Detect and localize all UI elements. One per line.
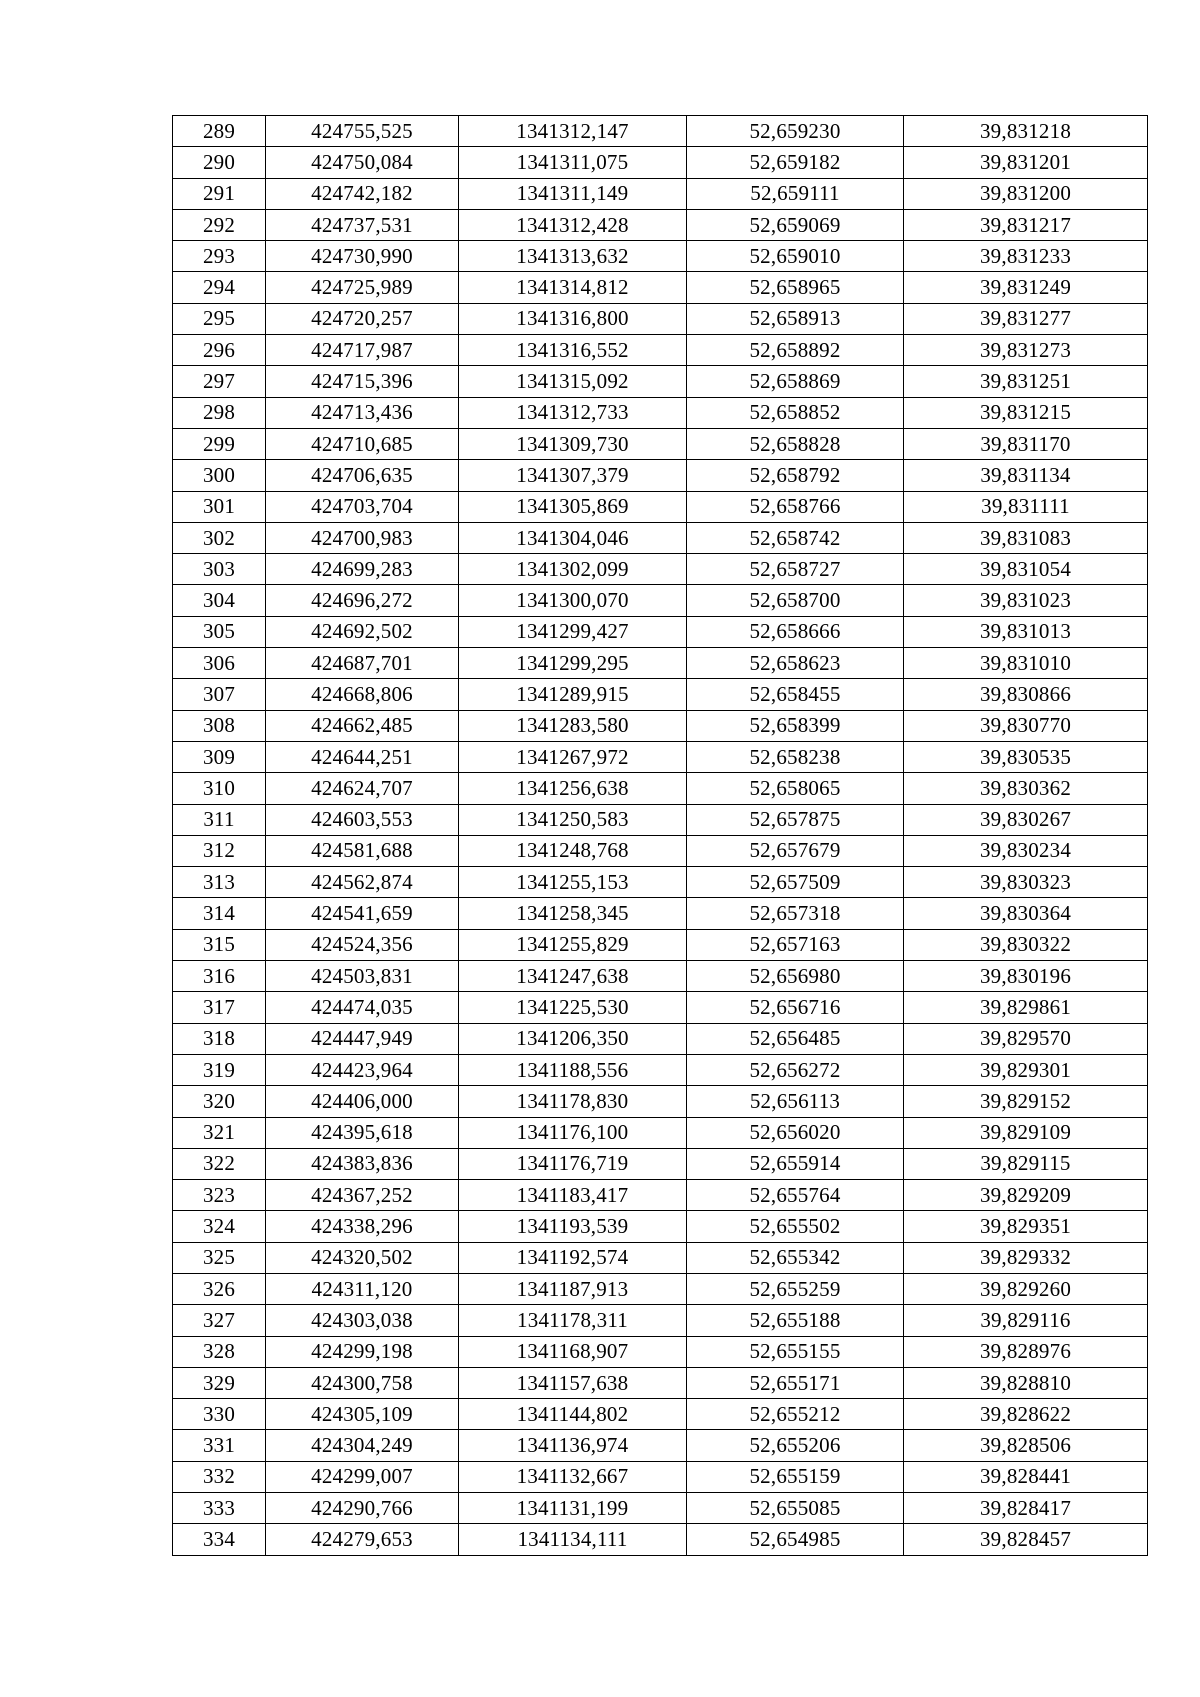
- y-coordinate-cell: 1341307,379: [459, 460, 687, 491]
- table-row: [173, 616, 1148, 647]
- point-number-cell: 302: [173, 522, 266, 553]
- longitude-cell: 39,830770: [904, 710, 1148, 741]
- point-number-cell: 311: [173, 804, 266, 835]
- y-coordinate-cell: 1341299,295: [459, 648, 687, 679]
- longitude-cell: 39,829260: [904, 1273, 1148, 1304]
- longitude-cell: 39,829332: [904, 1242, 1148, 1273]
- y-coordinate-cell: 1341316,800: [459, 303, 687, 334]
- point-number-cell: 289: [173, 116, 266, 147]
- longitude-cell: 39,831134: [904, 460, 1148, 491]
- latitude-cell: 52,658399: [687, 710, 904, 741]
- y-coordinate-cell: 1341188,556: [459, 1054, 687, 1085]
- table-row: [173, 992, 1148, 1023]
- table-row: [173, 366, 1148, 397]
- x-coordinate-cell: 424696,272: [266, 585, 459, 616]
- latitude-cell: 52,656113: [687, 1086, 904, 1117]
- table-row: [173, 1086, 1148, 1117]
- table-row: [173, 522, 1148, 553]
- longitude-cell: 39,828810: [904, 1367, 1148, 1398]
- point-number-cell: 292: [173, 209, 266, 240]
- y-coordinate-cell: 1341255,153: [459, 867, 687, 898]
- longitude-cell: 39,831083: [904, 522, 1148, 553]
- x-coordinate-cell: 424703,704: [266, 491, 459, 522]
- table-row: [173, 1180, 1148, 1211]
- table-row: [173, 272, 1148, 303]
- latitude-cell: 52,657163: [687, 929, 904, 960]
- x-coordinate-cell: 424624,707: [266, 773, 459, 804]
- y-coordinate-cell: 1341178,830: [459, 1086, 687, 1117]
- point-number-cell: 306: [173, 648, 266, 679]
- y-coordinate-cell: 1341304,046: [459, 522, 687, 553]
- x-coordinate-cell: 424755,525: [266, 116, 459, 147]
- point-number-cell: 328: [173, 1336, 266, 1367]
- y-coordinate-cell: 1341144,802: [459, 1399, 687, 1430]
- longitude-cell: 39,830196: [904, 961, 1148, 992]
- y-coordinate-cell: 1341136,974: [459, 1430, 687, 1461]
- latitude-cell: 52,659182: [687, 147, 904, 178]
- point-number-cell: 301: [173, 491, 266, 522]
- table-row: [173, 397, 1148, 428]
- longitude-cell: 39,831215: [904, 397, 1148, 428]
- longitude-cell: 39,830322: [904, 929, 1148, 960]
- point-number-cell: 309: [173, 741, 266, 772]
- x-coordinate-cell: 424447,949: [266, 1023, 459, 1054]
- y-coordinate-cell: 1341283,580: [459, 710, 687, 741]
- x-coordinate-cell: 424395,618: [266, 1117, 459, 1148]
- longitude-cell: 39,830267: [904, 804, 1148, 835]
- x-coordinate-cell: 424700,983: [266, 522, 459, 553]
- x-coordinate-cell: 424367,252: [266, 1180, 459, 1211]
- table-row: [173, 1117, 1148, 1148]
- point-number-cell: 314: [173, 898, 266, 929]
- point-number-cell: 295: [173, 303, 266, 334]
- point-number-cell: 312: [173, 835, 266, 866]
- y-coordinate-cell: 1341248,768: [459, 835, 687, 866]
- latitude-cell: 52,658792: [687, 460, 904, 491]
- longitude-cell: 39,830362: [904, 773, 1148, 804]
- y-coordinate-cell: 1341187,913: [459, 1273, 687, 1304]
- longitude-cell: 39,831233: [904, 241, 1148, 272]
- latitude-cell: 52,658238: [687, 741, 904, 772]
- latitude-cell: 52,658828: [687, 428, 904, 459]
- latitude-cell: 52,658742: [687, 522, 904, 553]
- point-number-cell: 305: [173, 616, 266, 647]
- longitude-cell: 39,831010: [904, 648, 1148, 679]
- latitude-cell: 52,655171: [687, 1367, 904, 1398]
- table-row: [173, 491, 1148, 522]
- latitude-cell: 52,658623: [687, 648, 904, 679]
- x-coordinate-cell: 424603,553: [266, 804, 459, 835]
- point-number-cell: 291: [173, 178, 266, 209]
- x-coordinate-cell: 424644,251: [266, 741, 459, 772]
- x-coordinate-cell: 424750,084: [266, 147, 459, 178]
- y-coordinate-cell: 1341206,350: [459, 1023, 687, 1054]
- latitude-cell: 52,659111: [687, 178, 904, 209]
- longitude-cell: 39,828976: [904, 1336, 1148, 1367]
- y-coordinate-cell: 1341193,539: [459, 1211, 687, 1242]
- x-coordinate-cell: 424725,989: [266, 272, 459, 303]
- latitude-cell: 52,655914: [687, 1148, 904, 1179]
- point-number-cell: 296: [173, 335, 266, 366]
- longitude-cell: 39,831217: [904, 209, 1148, 240]
- latitude-cell: 52,658727: [687, 554, 904, 585]
- longitude-cell: 39,831111: [904, 491, 1148, 522]
- table-row: [173, 1367, 1148, 1398]
- longitude-cell: 39,830535: [904, 741, 1148, 772]
- longitude-cell: 39,828506: [904, 1430, 1148, 1461]
- longitude-cell: 39,830866: [904, 679, 1148, 710]
- table-row: [173, 585, 1148, 616]
- y-coordinate-cell: 1341255,829: [459, 929, 687, 960]
- x-coordinate-cell: 424338,296: [266, 1211, 459, 1242]
- point-number-cell: 313: [173, 867, 266, 898]
- longitude-cell: 39,831200: [904, 178, 1148, 209]
- x-coordinate-cell: 424668,806: [266, 679, 459, 710]
- latitude-cell: 52,655188: [687, 1305, 904, 1336]
- table-row: [173, 773, 1148, 804]
- y-coordinate-cell: 1341313,632: [459, 241, 687, 272]
- x-coordinate-cell: 424279,653: [266, 1524, 459, 1555]
- longitude-cell: 39,831273: [904, 335, 1148, 366]
- table-row: [173, 1430, 1148, 1461]
- latitude-cell: 52,658892: [687, 335, 904, 366]
- x-coordinate-cell: 424423,964: [266, 1054, 459, 1085]
- table-row: [173, 741, 1148, 772]
- table-row: [173, 804, 1148, 835]
- y-coordinate-cell: 1341312,147: [459, 116, 687, 147]
- point-number-cell: 310: [173, 773, 266, 804]
- table-row: [173, 428, 1148, 459]
- latitude-cell: 52,655212: [687, 1399, 904, 1430]
- latitude-cell: 52,656485: [687, 1023, 904, 1054]
- latitude-cell: 52,657318: [687, 898, 904, 929]
- x-coordinate-cell: 424730,990: [266, 241, 459, 272]
- longitude-cell: 39,828441: [904, 1461, 1148, 1492]
- x-coordinate-cell: 424299,007: [266, 1461, 459, 1492]
- y-coordinate-cell: 1341311,075: [459, 147, 687, 178]
- latitude-cell: 52,659230: [687, 116, 904, 147]
- point-number-cell: 325: [173, 1242, 266, 1273]
- y-coordinate-cell: 1341302,099: [459, 554, 687, 585]
- latitude-cell: 52,655259: [687, 1273, 904, 1304]
- latitude-cell: 52,658913: [687, 303, 904, 334]
- x-coordinate-cell: 424300,758: [266, 1367, 459, 1398]
- latitude-cell: 52,659010: [687, 241, 904, 272]
- x-coordinate-cell: 424562,874: [266, 867, 459, 898]
- longitude-cell: 39,829301: [904, 1054, 1148, 1085]
- latitude-cell: 52,657875: [687, 804, 904, 835]
- point-number-cell: 329: [173, 1367, 266, 1398]
- y-coordinate-cell: 1341192,574: [459, 1242, 687, 1273]
- latitude-cell: 52,658700: [687, 585, 904, 616]
- longitude-cell: 39,829209: [904, 1180, 1148, 1211]
- point-number-cell: 326: [173, 1273, 266, 1304]
- table-row: [173, 335, 1148, 366]
- x-coordinate-cell: 424304,249: [266, 1430, 459, 1461]
- table-row: [173, 1211, 1148, 1242]
- y-coordinate-cell: 1341258,345: [459, 898, 687, 929]
- y-coordinate-cell: 1341131,199: [459, 1493, 687, 1524]
- latitude-cell: 52,656272: [687, 1054, 904, 1085]
- longitude-cell: 39,831170: [904, 428, 1148, 459]
- longitude-cell: 39,829109: [904, 1117, 1148, 1148]
- table-row: [173, 1054, 1148, 1085]
- y-coordinate-cell: 1341134,111: [459, 1524, 687, 1555]
- latitude-cell: 52,659069: [687, 209, 904, 240]
- latitude-cell: 52,658852: [687, 397, 904, 428]
- point-number-cell: 318: [173, 1023, 266, 1054]
- latitude-cell: 52,658455: [687, 679, 904, 710]
- point-number-cell: 293: [173, 241, 266, 272]
- longitude-cell: 39,830364: [904, 898, 1148, 929]
- y-coordinate-cell: 1341132,667: [459, 1461, 687, 1492]
- table-row: [173, 554, 1148, 585]
- table-row: [173, 961, 1148, 992]
- latitude-cell: 52,656716: [687, 992, 904, 1023]
- x-coordinate-cell: 424737,531: [266, 209, 459, 240]
- x-coordinate-cell: 424692,502: [266, 616, 459, 647]
- point-number-cell: 297: [173, 366, 266, 397]
- table-row: [173, 209, 1148, 240]
- latitude-cell: 52,654985: [687, 1524, 904, 1555]
- x-coordinate-cell: 424713,436: [266, 397, 459, 428]
- longitude-cell: 39,829115: [904, 1148, 1148, 1179]
- latitude-cell: 52,655764: [687, 1180, 904, 1211]
- longitude-cell: 39,831249: [904, 272, 1148, 303]
- y-coordinate-cell: 1341178,311: [459, 1305, 687, 1336]
- point-number-cell: 316: [173, 961, 266, 992]
- point-number-cell: 323: [173, 1180, 266, 1211]
- longitude-cell: 39,831201: [904, 147, 1148, 178]
- table-row: [173, 116, 1148, 147]
- y-coordinate-cell: 1341309,730: [459, 428, 687, 459]
- table-row: [173, 710, 1148, 741]
- longitude-cell: 39,831251: [904, 366, 1148, 397]
- x-coordinate-cell: 424305,109: [266, 1399, 459, 1430]
- x-coordinate-cell: 424503,831: [266, 961, 459, 992]
- y-coordinate-cell: 1341312,733: [459, 397, 687, 428]
- x-coordinate-cell: 424742,182: [266, 178, 459, 209]
- latitude-cell: 52,656020: [687, 1117, 904, 1148]
- x-coordinate-cell: 424383,836: [266, 1148, 459, 1179]
- y-coordinate-cell: 1341168,907: [459, 1336, 687, 1367]
- point-number-cell: 332: [173, 1461, 266, 1492]
- point-number-cell: 300: [173, 460, 266, 491]
- longitude-cell: 39,831023: [904, 585, 1148, 616]
- point-number-cell: 317: [173, 992, 266, 1023]
- longitude-cell: 39,828457: [904, 1524, 1148, 1555]
- x-coordinate-cell: 424290,766: [266, 1493, 459, 1524]
- point-number-cell: 303: [173, 554, 266, 585]
- coordinates-table: [172, 115, 1148, 1556]
- point-number-cell: 322: [173, 1148, 266, 1179]
- table-row: [173, 1242, 1148, 1273]
- x-coordinate-cell: 424662,485: [266, 710, 459, 741]
- y-coordinate-cell: 1341305,869: [459, 491, 687, 522]
- y-coordinate-cell: 1341157,638: [459, 1367, 687, 1398]
- point-number-cell: 319: [173, 1054, 266, 1085]
- y-coordinate-cell: 1341176,100: [459, 1117, 687, 1148]
- longitude-cell: 39,829351: [904, 1211, 1148, 1242]
- x-coordinate-cell: 424581,688: [266, 835, 459, 866]
- table-row: [173, 147, 1148, 178]
- y-coordinate-cell: 1341316,552: [459, 335, 687, 366]
- y-coordinate-cell: 1341250,583: [459, 804, 687, 835]
- table-row: [173, 867, 1148, 898]
- table-row: [173, 929, 1148, 960]
- y-coordinate-cell: 1341312,428: [459, 209, 687, 240]
- table-row: [173, 1305, 1148, 1336]
- x-coordinate-cell: 424706,635: [266, 460, 459, 491]
- x-coordinate-cell: 424541,659: [266, 898, 459, 929]
- table-row: [173, 1461, 1148, 1492]
- table-row: [173, 1273, 1148, 1304]
- x-coordinate-cell: 424710,685: [266, 428, 459, 459]
- x-coordinate-cell: 424303,038: [266, 1305, 459, 1336]
- longitude-cell: 39,829152: [904, 1086, 1148, 1117]
- latitude-cell: 52,655159: [687, 1461, 904, 1492]
- latitude-cell: 52,658766: [687, 491, 904, 522]
- table-row: [173, 1336, 1148, 1367]
- latitude-cell: 52,658065: [687, 773, 904, 804]
- table-row: [173, 1399, 1148, 1430]
- longitude-cell: 39,830323: [904, 867, 1148, 898]
- latitude-cell: 52,657509: [687, 867, 904, 898]
- y-coordinate-cell: 1341315,092: [459, 366, 687, 397]
- table-row: [173, 648, 1148, 679]
- latitude-cell: 52,658869: [687, 366, 904, 397]
- x-coordinate-cell: 424406,000: [266, 1086, 459, 1117]
- point-number-cell: 321: [173, 1117, 266, 1148]
- table-row: [173, 460, 1148, 491]
- x-coordinate-cell: 424715,396: [266, 366, 459, 397]
- y-coordinate-cell: 1341311,149: [459, 178, 687, 209]
- latitude-cell: 52,655502: [687, 1211, 904, 1242]
- x-coordinate-cell: 424687,701: [266, 648, 459, 679]
- x-coordinate-cell: 424299,198: [266, 1336, 459, 1367]
- point-number-cell: 333: [173, 1493, 266, 1524]
- point-number-cell: 298: [173, 397, 266, 428]
- table-row: [173, 1148, 1148, 1179]
- table-row: [173, 1524, 1148, 1555]
- longitude-cell: 39,831218: [904, 116, 1148, 147]
- y-coordinate-cell: 1341183,417: [459, 1180, 687, 1211]
- y-coordinate-cell: 1341289,915: [459, 679, 687, 710]
- latitude-cell: 52,658666: [687, 616, 904, 647]
- table-row: [173, 835, 1148, 866]
- latitude-cell: 52,656980: [687, 961, 904, 992]
- latitude-cell: 52,655206: [687, 1430, 904, 1461]
- point-number-cell: 327: [173, 1305, 266, 1336]
- point-number-cell: 290: [173, 147, 266, 178]
- point-number-cell: 331: [173, 1430, 266, 1461]
- longitude-cell: 39,829861: [904, 992, 1148, 1023]
- table-row: [173, 303, 1148, 334]
- x-coordinate-cell: 424717,987: [266, 335, 459, 366]
- longitude-cell: 39,828417: [904, 1493, 1148, 1524]
- y-coordinate-cell: 1341176,719: [459, 1148, 687, 1179]
- y-coordinate-cell: 1341314,812: [459, 272, 687, 303]
- point-number-cell: 334: [173, 1524, 266, 1555]
- table-row: [173, 679, 1148, 710]
- x-coordinate-cell: 424699,283: [266, 554, 459, 585]
- latitude-cell: 52,655085: [687, 1493, 904, 1524]
- longitude-cell: 39,829116: [904, 1305, 1148, 1336]
- longitude-cell: 39,830234: [904, 835, 1148, 866]
- latitude-cell: 52,657679: [687, 835, 904, 866]
- latitude-cell: 52,655155: [687, 1336, 904, 1367]
- y-coordinate-cell: 1341267,972: [459, 741, 687, 772]
- longitude-cell: 39,831013: [904, 616, 1148, 647]
- y-coordinate-cell: 1341247,638: [459, 961, 687, 992]
- point-number-cell: 320: [173, 1086, 266, 1117]
- table-row: [173, 1493, 1148, 1524]
- latitude-cell: 52,655342: [687, 1242, 904, 1273]
- longitude-cell: 39,831277: [904, 303, 1148, 334]
- point-number-cell: 308: [173, 710, 266, 741]
- point-number-cell: 299: [173, 428, 266, 459]
- point-number-cell: 304: [173, 585, 266, 616]
- longitude-cell: 39,831054: [904, 554, 1148, 585]
- table-row: [173, 178, 1148, 209]
- point-number-cell: 324: [173, 1211, 266, 1242]
- x-coordinate-cell: 424720,257: [266, 303, 459, 334]
- y-coordinate-cell: 1341256,638: [459, 773, 687, 804]
- point-number-cell: 307: [173, 679, 266, 710]
- latitude-cell: 52,658965: [687, 272, 904, 303]
- x-coordinate-cell: 424311,120: [266, 1273, 459, 1304]
- y-coordinate-cell: 1341225,530: [459, 992, 687, 1023]
- point-number-cell: 294: [173, 272, 266, 303]
- table-row: [173, 898, 1148, 929]
- x-coordinate-cell: 424524,356: [266, 929, 459, 960]
- table-row: [173, 1023, 1148, 1054]
- point-number-cell: 330: [173, 1399, 266, 1430]
- x-coordinate-cell: 424320,502: [266, 1242, 459, 1273]
- point-number-cell: 315: [173, 929, 266, 960]
- y-coordinate-cell: 1341299,427: [459, 616, 687, 647]
- x-coordinate-cell: 424474,035: [266, 992, 459, 1023]
- longitude-cell: 39,829570: [904, 1023, 1148, 1054]
- table-row: [173, 241, 1148, 272]
- coordinates-table-body: [173, 116, 1148, 1556]
- longitude-cell: 39,828622: [904, 1399, 1148, 1430]
- y-coordinate-cell: 1341300,070: [459, 585, 687, 616]
